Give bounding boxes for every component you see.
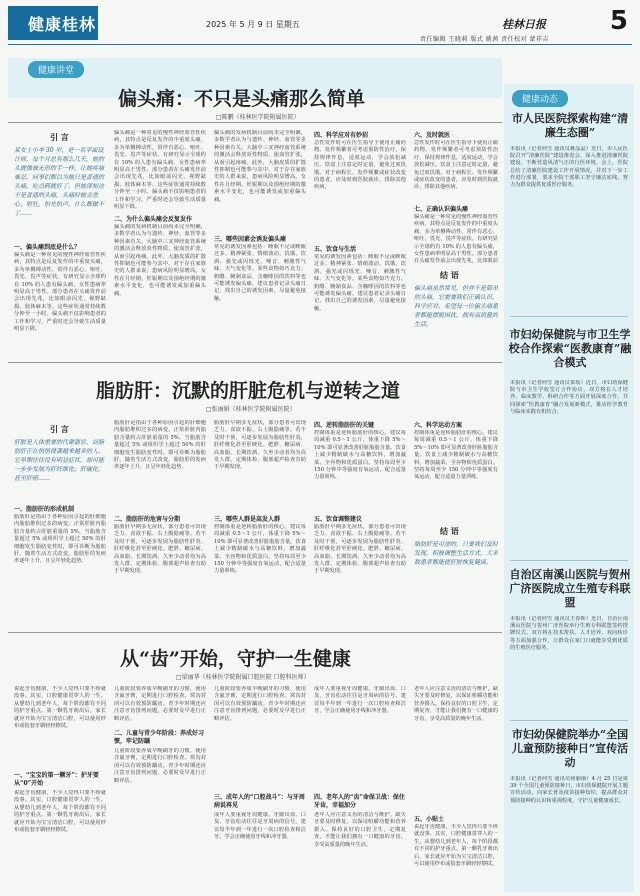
article3-col4b: 老年人应注意义齿的清洁与维护，缺失牙要及时修复，以保证咀嚼功能和营养摄入。保持良好的口腔卫生，定期复查，才能让我们拥有一口健康的牙齿，享受高质量的晚年生活。 (414, 686, 498, 722)
paper-logo: 桂林日报 (502, 18, 546, 31)
article3-col1c: 说起牙齿健康，不少人觉得只要不疼就没事。其实，口腔健康贯穿人的一生，从婴幼儿到老年人，每个阶段都有不同的护牙重点。第一颗乳牙萌出后，家长就应开始为宝宝清洁口腔，可以使用纱布或指套牙刷轻轻擦拭。 (414, 824, 498, 868)
article1-col4: 急性发作时可在医生指导下使用止痛药物。发作频繁者可考虑预防性治疗。保持规律作息，适度运动，学会放松减压。饮食上注意定时定量，避免过度饥饿。对于病程长、发作频繁或症状改变的患者，应及时到医院就诊，排除其他疾病。 (314, 140, 406, 191)
article1-rule (8, 122, 502, 123)
article1-conclusion: 结 语 (440, 270, 459, 280)
article2-col1: 脂肪肝是指由于各种原因引起的肝细胞内脂肪堆积过多的病变。正常肝脏内脂肪含量约占肝脏重量的 5%，当脂肪含量超过 5% 或组织学上超过 50% 的肝细胞发生脂肪变性时，即可诊断为脂肪肝。随着生活方式改变，脂肪肝的发病率逐年上升，且呈年轻化趋势。 (14, 514, 106, 565)
news-tag: 健康动态 (512, 90, 568, 107)
news3-title: 自治区南溪山医院与贺州广济医院成立生殖专科联盟 (509, 568, 631, 609)
news2-title: 市妇幼保健院与市卫生学校合作探索“医教康育”融合模式 (508, 328, 632, 369)
article2-col1b: 脂肪肝是指由于各种原因引起的肝细胞内脂肪堆积过多的病变。正常肝脏内脂肪含量约占肝脏重量的 5%，当脂肪含量超过 5% 或组织学上超过 50% 的肝细胞发生脂肪变性时，即可诊断为脂肪肝。随着生活方式改变，脂肪肝的发病率逐年上升，且呈年轻化趋势。 (114, 420, 206, 471)
article2-col3b: 控制体重是逆转脂肪肝的核心。建议每周减重 0.5～1 公斤，体重下降 5%～10% 即可显著改善肝脏脂肪含量。饮食上减少精制碳水与高糖饮料，增加蔬菜、全谷物和优质蛋白。坚持每周至少 150 分钟中等强度有氧运动，配合适量力量训练。 (314, 430, 406, 481)
article2-s6: 六、科学运动方案 (414, 422, 463, 429)
article1-byline: □陈鹏（桂林医学院附属医院） (216, 114, 300, 121)
article3-byline: □梁丽华（桂林医学院附属口腔医院 口腔科医师） (176, 674, 310, 681)
article3-s1: 一、“宝宝的第一颗牙”：护牙要从“0”开始 (14, 772, 99, 787)
article3-s4: 四、老年人的“齿”命保卫战：保住牙齿，幸福加分 (314, 794, 405, 809)
article2-s2: 二、脂肪肝的危害与分期 (114, 516, 181, 523)
news4-text: 本报讯（记者何雪 通讯员何丽丽）4 月 25 日是第 39 个全国儿童预防接种日，市妇幼保健院开展主题宣传活动，向家长普及疫苗接种知识，提高群众对预防接种的认识和重视程度，守护儿童健康成长。 (510, 776, 628, 804)
article2-s4: 四、逆转脂肪肝的关键 (314, 422, 375, 429)
article3-col2: 儿童阶段要养成早晚刷牙的习惯，使用含氟牙膏，定期进行口腔检查。窝沟封闭可以有效预防龋齿。青少年时期还应注意牙齿排列问题，必要时及早进行正畸评估。 (114, 748, 206, 784)
article1-s6: 六、及时就医 (414, 132, 451, 139)
article1-col2b: 偏头痛的发病机制目前尚未完全明确，多数学者认为与遗传、神经、血管等多种因素有关。大脑中三叉神经血管系统的激活会释放炎性物质，使血管扩张，从而引起疼痛。此外，大脑皮质的扩散性抑制也可能参与其中。对于存在家族史的人群来说，患病风险明显增高。女性在月经期、妊娠期以及围绝经期的激素水平变化，也可能诱发或加重偏头痛。 (214, 130, 306, 203)
article3-col2b: 儿童阶段要养成早晚刷牙的习惯，使用含氟牙膏，定期进行口腔检查。窝沟封闭可以有效预防龋齿。青少年时期还应注意牙齿排列问题，必要时及早进行正畸评估。 (214, 686, 306, 722)
article1-s1: 一、偏头痛到底是什么？ (14, 244, 81, 251)
article1-s3: 三、哪些因素会诱发偏头痛 (214, 236, 287, 243)
article3-s5: 五、小贴士 (414, 816, 445, 823)
header-rule (8, 44, 632, 45)
article1-col3: 常见的诱发因素包括：睡眠不足或睡眠过多、精神紧张、情绪波动、饥饿、饮酒、强光或闪烁光、噪音、刺激性气味、天气变化等。某些食物如巧克力、奶酪、腌制食品、含咖啡因的饮料等也可能诱发偏头痛。建议患者记录头痛日记，找出自己的诱发因素，尽量避免接触。 (214, 244, 306, 302)
article2-intro-head: 引 言 (50, 424, 69, 434)
article2-intro: 肝脏是人体重要的代谢器官，而脂肪肝正在悄悄侵袭越来越多的人。它早期往往没有明显症状，却可能一步步发展为肝纤维化、肝硬化，甚至肝癌…… (14, 439, 105, 482)
page-number: 5 (609, 6, 628, 36)
article3-col4: 老年人应注意义齿的清洁与维护，缺失牙要及时修复，以保证咀嚼功能和营养摄入。保持良好的口腔卫生，定期复查，才能让我们拥有一口健康的牙齿，享受高质量的晚年生活。 (314, 812, 406, 848)
editor-credits: 责任编辑 王晓莉 版式 姚茜 责任校对 蒙祥吉 (420, 36, 550, 43)
issue-date: 2025 年 5 月 9 日 星期五 (206, 20, 300, 29)
article-divider-1 (8, 362, 502, 363)
article2-s1: 一、脂肪肝的形成机制 (14, 506, 75, 513)
article1-col1: 偏头痛是一种常见的慢性神经血管性疾病，其特点是反复发作的中重度头痛，多为单侧搏动性，常伴有恶心、呕吐、畏光、畏声等症状。有研究显示全球约有 10% 的人患有偏头痛，女性患病率明显高于男性。部分患者在头痛发作前会出现先兆，比如眼前闪光、视野缺损、肢体麻木等，这些症状通常持续数分钟至一小时。偏头痛不仅影响患者的工作和学习，严重时还会导致生活质量明显下降。 (14, 252, 106, 333)
article3-col1: 说起牙齿健康，不少人觉得只要不疼就没事。其实，口腔健康贯穿人的一生，从婴幼儿到老年人，每个阶段都有不同的护牙重点。第一颗乳牙萌出后，家长就应开始为宝宝清洁口腔，可以使用纱布或指套牙刷轻轻擦拭。 (14, 686, 106, 730)
article3-s3: 三、成年人的“口腔战斗”：与牙周病说再见 (214, 794, 305, 809)
article3-col2a: 儿童阶段要养成早晚刷牙的习惯，使用含氟牙膏，定期进行口腔检查。窝沟封闭可以有效预防龋齿。青少年时期还应注意牙齿排列问题，必要时及早进行正畸评估。 (114, 686, 206, 722)
news4-title: 市妇幼保健院举办“全国儿童预防接种日”宣传活动 (511, 728, 629, 769)
article1-col1b: 偏头痛是一种常见的慢性神经血管性疾病，其特点是反复发作的中重度头痛，多为单侧搏动性，常伴有恶心、呕吐、畏光、畏声等症状。有研究显示全球约有 10% 的人患有偏头痛，女性患病率明显高于男性。部分患者在头痛发作前会出现先兆，比如眼前闪光、视野缺损、肢体麻木等，这些症状通常持续数分钟至一小时。偏头痛不仅影响患者的工作和学习，严重时还会导致生活质量明显下降。 (114, 130, 206, 210)
article2-title: 脂肪肝：沉默的肝脏危机与逆转之道 (96, 380, 401, 402)
article2-col3c: 控制体重是逆转脂肪肝的核心。建议每周减重 0.5～1 公斤，体重下降 5%～10% 即可显著改善肝脏脂肪含量。饮食上减少精制碳水与高糖饮料，增加蔬菜、全谷物和优质蛋白。坚持每周至少 150 分钟中等强度有氧运动，配合适量力量训练。 (414, 430, 498, 481)
article-divider-2 (8, 632, 502, 633)
article2-col2c: 脂肪肝早期多无症状，部分患者可出现乏力、食欲不振、右上腹隐痛等。若不及时干预，可逐步发展为脂肪性肝炎、肝纤维化甚至肝硬化。肥胖、糖尿病、高血脂、长期饮酒、久坐少动者均为高发人群。定期体检、腹部超声检查有助于早期发现。 (314, 524, 406, 575)
article2-col3: 控制体重是逆转脂肪肝的核心。建议每周减重 0.5～1 公斤，体重下降 5%～10% 即可显著改善肝脏脂肪含量。饮食上减少精制碳水与高糖饮料，增加蔬菜、全谷物和优质蛋白。坚持每周至少 150 分钟中等强度有氧运动，配合适量力量训练。 (214, 524, 306, 575)
article1-title: 偏头痛：不只是头痛那么简单 (118, 88, 366, 110)
news1-text: 本报讯（记者何雪 通讯员蒋晶晶）近日，市人民医院召开“清廉医院”建设推进会，深入推进清廉医院建设，不断营造风清气正的行医环境。会上，医院总结了清廉医院建设工作开展情况，并对下一步工作进行部署，要求全院干部职工坚守廉洁底线，努力为群众提供优质医疗服务。 (510, 146, 628, 189)
article3-title: 从“齿”开始，守护一生健康 (120, 648, 351, 670)
article1-col4b: 急性发作时可在医生指导下使用止痛药物。发作频繁者可考虑预防性治疗。保持规律作息，适度运动，学会放松减压。饮食上注意定时定量，避免过度饥饿。对于病程长、发作频繁或症状改变的患者，应及时到医院就诊，排除其他疾病。 (414, 140, 498, 191)
article2-byline: □张丽娟（桂林医学院附属医院） (206, 406, 296, 413)
article2-s5: 五、饮食调整建议 (314, 516, 363, 523)
lecture-tag: 健康讲堂 (28, 61, 84, 78)
article1-intro: 某女士小李 30 岁，是一名平面设计师，每个月总有那么几天，她的头就像被无形的手一样，让她疼痛难忍。同事们都以为她只是普通的头痛，吃点药就好了。但她深知这不是普通的头痛，头痛时她会恶心、呕吐，怕光怕声，什么都做不了…… (14, 147, 105, 217)
article1-intro-head: 引 言 (50, 132, 69, 142)
section-title: 健康桂林 (28, 15, 97, 34)
article1-s7: 七、正确认识偏头痛 (414, 206, 469, 213)
article1-col3b: 常见的诱发因素包括：睡眠不足或睡眠过多、精神紧张、情绪波动、饥饿、饮酒、强光或闪烁光、噪音、刺激性气味、天气变化等。某些食物如巧克力、奶酪、腌制食品、含咖啡因的饮料等也可能诱发偏头痛。建议患者记录头痛日记，找出自己的诱发因素，尽量避免接触。 (314, 254, 406, 312)
article2-summary: 脂肪肝是可逆的。只要我们及时发现，积极调整生活方式，大多数患者都能使肝脏恢复健康。 (414, 541, 498, 566)
article3-col3b: 成年人要重视牙周健康。牙龈出血、口臭、牙齿松动往往是牙周病的信号。建议每半年到一年进行一次口腔检查和洁牙，学会正确使用牙线和冲牙器。 (314, 686, 406, 715)
article3-s2: 二、儿童与青少年阶段：养成好习惯，牢记防龋 (114, 730, 205, 745)
article3-col1b: 说起牙齿健康，不少人觉得只要不疼就没事。其实，口腔健康贯穿人的一生，从婴幼儿到老年人，每个阶段都有不同的护牙重点。第一颗乳牙萌出后，家长就应开始为宝宝清洁口腔，可以使用纱布或指套牙刷轻轻擦拭。 (14, 790, 106, 834)
article2-conclusion: 结 语 (440, 526, 459, 536)
article2-col2: 脂肪肝早期多无症状，部分患者可出现乏力、食欲不振、右上腹隐痛等。若不及时干预，可逐步发展为脂肪性肝炎、肝纤维化甚至肝硬化。肥胖、糖尿病、高血脂、长期饮酒、久坐少动者均为高发人群。定期体检、腹部超声检查有助于早期发现。 (114, 524, 206, 575)
news-divider-3 (510, 720, 628, 721)
news2-text: 本报讯（记者何雪 通讯员秦瑶）近日，市妇幼保健院与市卫生学校签订合作协议，双方将在人才培养、临床教学、科研合作等方面开展深度合作，共同探索“医教康育”融合发展新模式，推动医学教育与临床实践有机结合。 (510, 380, 628, 415)
page-header (0, 0, 640, 44)
article1-col1c: 偏头痛是一种常见的慢性神经血管性疾病，其特点是反复发作的中重度头痛，多为单侧搏动性，常伴有恶心、呕吐、畏光、畏声等症状。有研究显示全球约有 10% 的人患有偏头痛，女性患病率明显高于男性。部分患者在头痛发作前会出现先兆，比如眼前 (414, 214, 498, 264)
news3-text: 本报讯（记者何雪 通讯员王春晖）近日，自治区南溪山医院与贺州广济医院举行生殖专科联盟签约授牌仪式。双方将在技术帮扶、人才培养、双向转诊等方面加强合作，让群众在家门口就能享受到优质的生殖医疗服务。 (510, 616, 628, 651)
section-banner (8, 6, 98, 40)
article2-s3: 三、哪些人群是高发人群 (214, 516, 281, 523)
article1-s4: 四、科学应对有妙招 (314, 132, 369, 139)
article1-col2: 偏头痛的发病机制目前尚未完全明确，多数学者认为与遗传、神经、血管等多种因素有关。大脑中三叉神经血管系统的激活会释放炎性物质，使血管扩张，从而引起疼痛。此外，大脑皮质的扩散性抑制也可能参与其中。对于存在家族史的人群来说，患病风险明显增高。女性在月经期、妊娠期以及围绝经期的激素水平变化，也可能诱发或加重偏头痛。 (114, 224, 206, 297)
news-divider-1 (510, 316, 628, 317)
article3-col3: 成年人要重视牙周健康。牙龈出血、口臭、牙齿松动往往是牙周病的信号。建议每半年到一年进行一次口腔检查和洁牙，学会正确使用牙线和冲牙器。 (214, 812, 306, 841)
article2-col2b: 脂肪肝早期多无症状，部分患者可出现乏力、食欲不振、右上腹隐痛等。若不及时干预，可逐步发展为脂肪性肝炎、肝纤维化甚至肝硬化。肥胖、糖尿病、高血脂、长期饮酒、久坐少动者均为高发人群。定期体检、腹部超声检查有助于早期发现。 (214, 420, 306, 471)
article1-summary: 偏头痛虽然常见，但并不是简单的头痛，它需要我们正确认识，科学应对。希望每一位偏头痛患者都能摆脱困扰，拥有高质量的生活。 (414, 285, 498, 328)
article1-s5: 五、饮食与生活 (314, 246, 357, 253)
news-divider-2 (510, 560, 628, 561)
news1-title: 市人民医院探索构建“清廉生态圈” (511, 112, 629, 139)
article1-s2: 二、为什么偏头痛会反复发作 (114, 216, 193, 223)
